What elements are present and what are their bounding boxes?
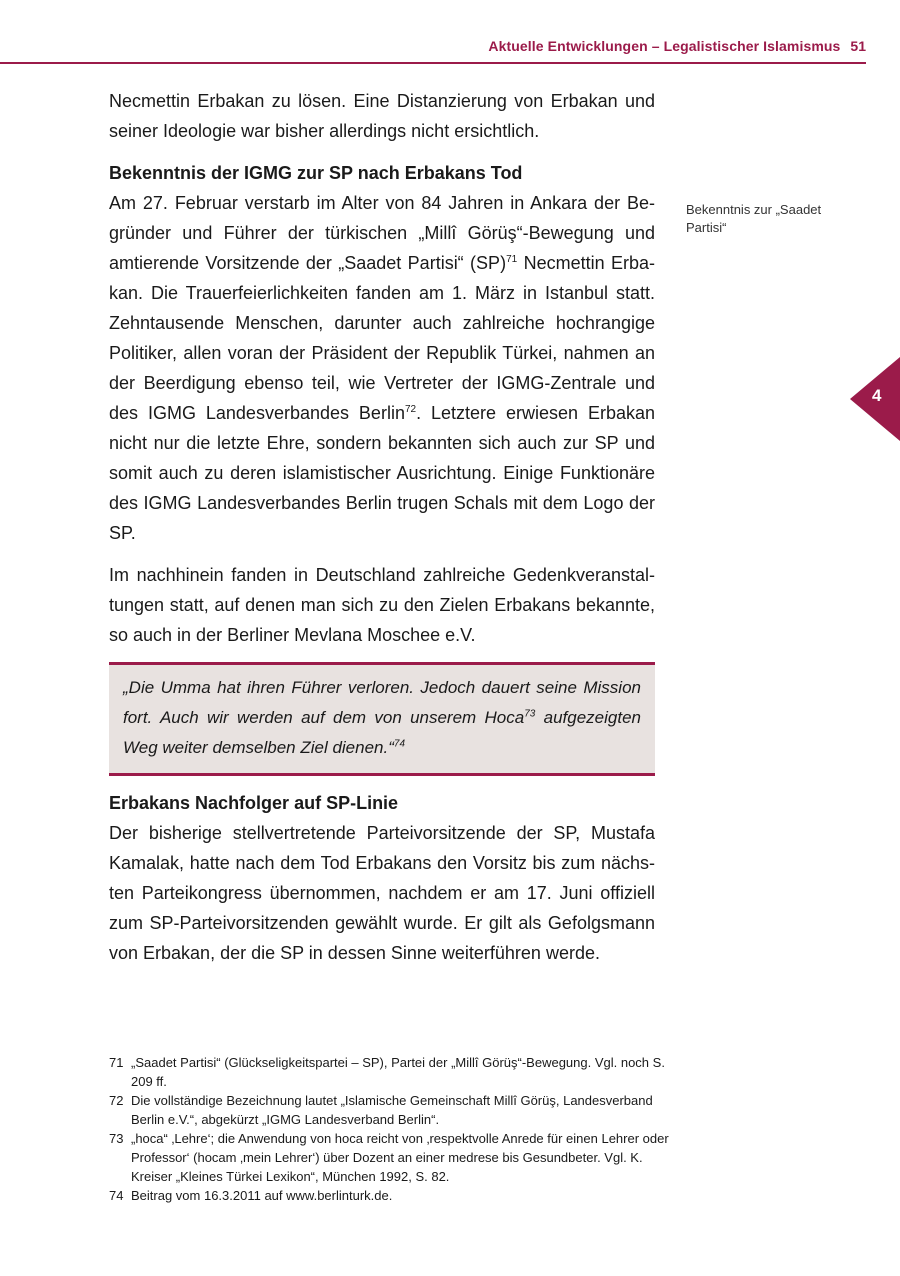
- margin-note: Bekenntnis zur „Saadet Partisi“: [686, 202, 822, 235]
- section2-paragraph-1: Der bisherige stellvertretende Parteivorsitzende der SP, Mustafa Kamalak, hatte nach dem Tod Erbakans den Vorsitz bis zum nächsten Parteikongress übernommen, nachdem er am 17. Juni offiziell zum SP-Parteivorsitzenden gewählt wurde. Er gilt als Gefolgsmann von Erbakan, der die SP in dessen Sinne weiterführen werde.: [109, 823, 655, 963]
- footnote: [109, 1186, 669, 1205]
- text-run: Necmettin Erbakan. Die Trauerfeierlichkeiten fanden am 1. März in Istanbul statt. Zehntausende Menschen, darunter auch zahlreiche hochrangige Politiker, allen voran der Präsident der Republik Türkei, nahmen an der Beerdigung ebenso teil, wie Vertreter der IGMG-Zentrale und des IGMG Landesverbandes Berlin: [109, 253, 655, 423]
- text-run: . Letztere erwiesen Erbakan nicht nur die letzte Ehre, sondern bekannten sich auch zur SP und somit auch zu deren islamistischer Ausrichtung. Einige Funktionäre des IGMG Landesverbandes Berlin trugen Schals mit dem Logo der SP.: [109, 403, 655, 543]
- header-rule: [0, 62, 866, 64]
- chapter-tab-number: 4: [872, 386, 882, 405]
- footnote: [109, 1053, 669, 1091]
- footnote-ref-74: 74: [393, 738, 406, 750]
- section-heading-1: Bekenntnis der IGMG zur SP nach Erbakans Tod: [109, 163, 523, 183]
- footnote-text: „hoca“ ‚Lehre‘; die Anwendung von hoca reicht von ‚respektvolle Anrede für einen Lehrer oder Professor‘ (hocam ‚mein Lehrer‘) über Dozent an einer medrese bis Gesundbeter. Vgl. K. Kreiser „Kleines Türkei Lexikon“, München 1992, S. 82.: [131, 1131, 669, 1184]
- section1-paragraph-1: [109, 188, 655, 548]
- running-header-title: Aktuelle Entwicklungen – Legalistischer Islamismus: [488, 38, 841, 54]
- footnote-ref-71: 71: [506, 254, 518, 265]
- footnote-text: Beitrag vom 16.3.2011 auf www.berlinturk.de.: [131, 1188, 393, 1203]
- main-content: [109, 86, 655, 968]
- section1-paragraph-2: Im nachhinein fanden in Deutschland zahlreiche Gedenkveranstaltungen statt, auf denen man sich zu den Zielen Erbakans bekannte, so auch in der Berliner Mevlana Moschee e.V.: [109, 565, 655, 645]
- footnote-number: 74: [109, 1188, 124, 1203]
- footnote: [109, 1129, 669, 1186]
- footnote-number: 71: [109, 1055, 124, 1070]
- quote-text: [123, 673, 641, 763]
- footnote-ref-72: 72: [404, 404, 417, 415]
- footnote-text: Die vollständige Bezeichnung lautet „Islamische Gemeinschaft Millî Görüş, Landesverband Berlin e.V.“, abgekürzt „IGMG Landesverband Berlin“.: [131, 1093, 653, 1127]
- quote-box: [109, 662, 655, 776]
- section-heading-2: Erbakans Nachfolger auf SP-Linie: [109, 793, 399, 813]
- quote-run: „Die Umma hat ihren Führer verloren. Jedoch dauert seine Mission fort. Auch wir werden auf dem von unserem Hoca: [123, 678, 641, 727]
- text-run: Am 27. Februar verstarb im Alter von 84 Jahren in Ankara der Begründer und Führer der türkischen „Millî Görüş“-Bewegung und amtierende Vorsitzende der „Saadet Partisi“ (SP): [109, 193, 655, 273]
- intro-paragraph: Necmettin Erbakan zu lösen. Eine Distanzierung von Erbakan und seiner Ideologie war bisher allerdings nicht ersichtlich.: [109, 91, 655, 141]
- footnote: [109, 1091, 669, 1129]
- quote-run: aufgezeigten Weg weiter demselben Ziel dienen.“: [123, 708, 641, 757]
- footnote-number: 73: [109, 1131, 124, 1146]
- running-header: [0, 38, 866, 54]
- footnotes: [109, 1053, 669, 1205]
- footnote-number: 72: [109, 1093, 124, 1108]
- footnote-text: „Saadet Partisi“ (Glückseligkeitspartei – SP), Partei der „Millî Görüş“-Bewegung. Vgl. noch S. 209 ff.: [131, 1055, 665, 1089]
- page-number: 51: [850, 38, 866, 54]
- footnote-ref-73: 73: [524, 708, 536, 720]
